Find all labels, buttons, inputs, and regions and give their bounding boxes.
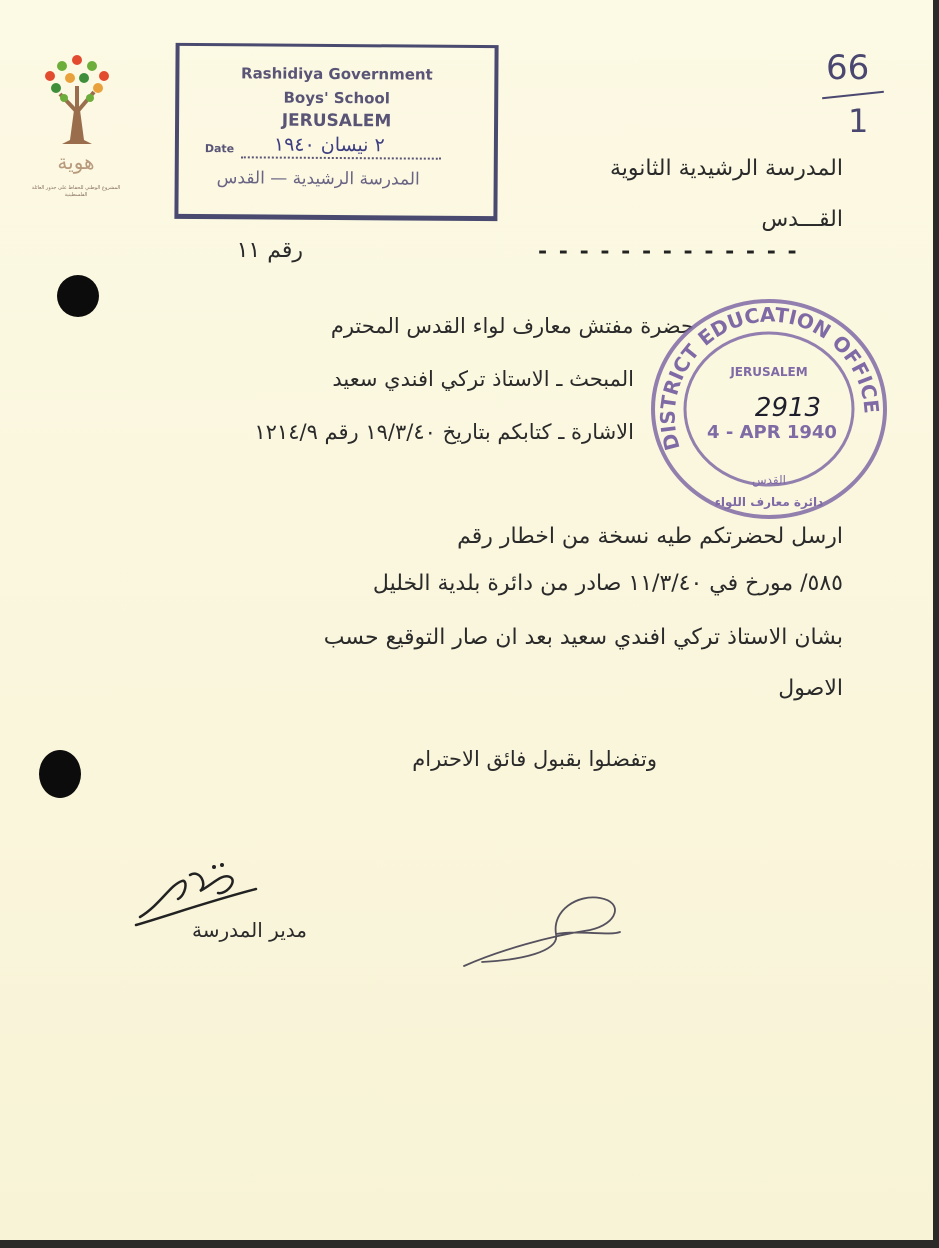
stamp-line-1: Rashidiya Government [240, 64, 433, 84]
stamp-footer: المدرسة الرشيدية — القدس [216, 168, 420, 190]
logo-name: هوية [57, 150, 95, 174]
archive-logo [40, 52, 114, 202]
punch-hole-top [57, 275, 99, 317]
inspector-signature-icon [460, 890, 630, 970]
addressee: حضرة مفتش معارف لواء القدس المحترم [330, 314, 694, 338]
scan-edge-right [933, 0, 939, 1248]
scan-edge-bottom [0, 1240, 939, 1248]
closing-line: وتفضلوا بقبول فائق الاحترام [412, 747, 657, 771]
reference-line: الاشارة ـ كتابكم بتاريخ ١٩/٣/٤٠ رقم ١٢١٤/٩ [254, 420, 634, 444]
punch-hole-bottom [39, 750, 81, 798]
tree-logo-icon [40, 52, 114, 152]
stamp-date-rule [241, 156, 441, 159]
stamp-number: 2913 [754, 393, 822, 423]
stamp-city: JERUSALEM [730, 365, 808, 379]
body-line-2: ٥٨٥/ مورخ في ١١/٣/٤٠ صادر من دائرة بلدية الخليل [372, 571, 843, 596]
stamp-date-label: Date [204, 142, 235, 156]
stamp-arabic-1: القدس [751, 473, 787, 487]
stamp-ring-text: DISTRICT EDUCATION OFFICE [655, 302, 884, 453]
letterhead-dashes: - - - - - - - - - - - - - [538, 238, 799, 264]
education-office-stamp [650, 298, 888, 520]
school-name: المدرسة الرشيدية الثانوية [610, 156, 843, 181]
reference-number: رقم ١١ [236, 238, 303, 263]
stamp-arabic-2: دائرة معارف اللواء [714, 495, 824, 509]
body-line-1: ارسل لحضرتكم طيه نسخة من اخطار رقم [457, 524, 843, 549]
signature-title: مدير المدرسة [191, 918, 307, 942]
stamp-line-2: Boys' School [283, 88, 390, 108]
subject-line: المبحث ـ الاستاذ تركي افندي سعيد [332, 367, 634, 391]
page-number-top: 66 [826, 48, 870, 88]
stamp-date: 4 - APR 1940 [707, 422, 837, 443]
stamp-date-value: ٢ نيسان ١٩٤٠ [273, 133, 385, 157]
body-line-4: الاصول [778, 676, 843, 701]
page-number-bottom: 1 [848, 102, 869, 140]
stamp-line-3: JERUSALEM [281, 110, 392, 132]
school-city: القـــدس [761, 207, 843, 232]
logo-tagline: المشروع الوطني للحفاظ على جذور العائلة الفلسطينية [31, 185, 121, 198]
body-line-3: بشان الاستاذ تركي افندي سعيد بعد ان صار التوقيع حسب [323, 625, 843, 650]
school-stamp [174, 43, 498, 221]
